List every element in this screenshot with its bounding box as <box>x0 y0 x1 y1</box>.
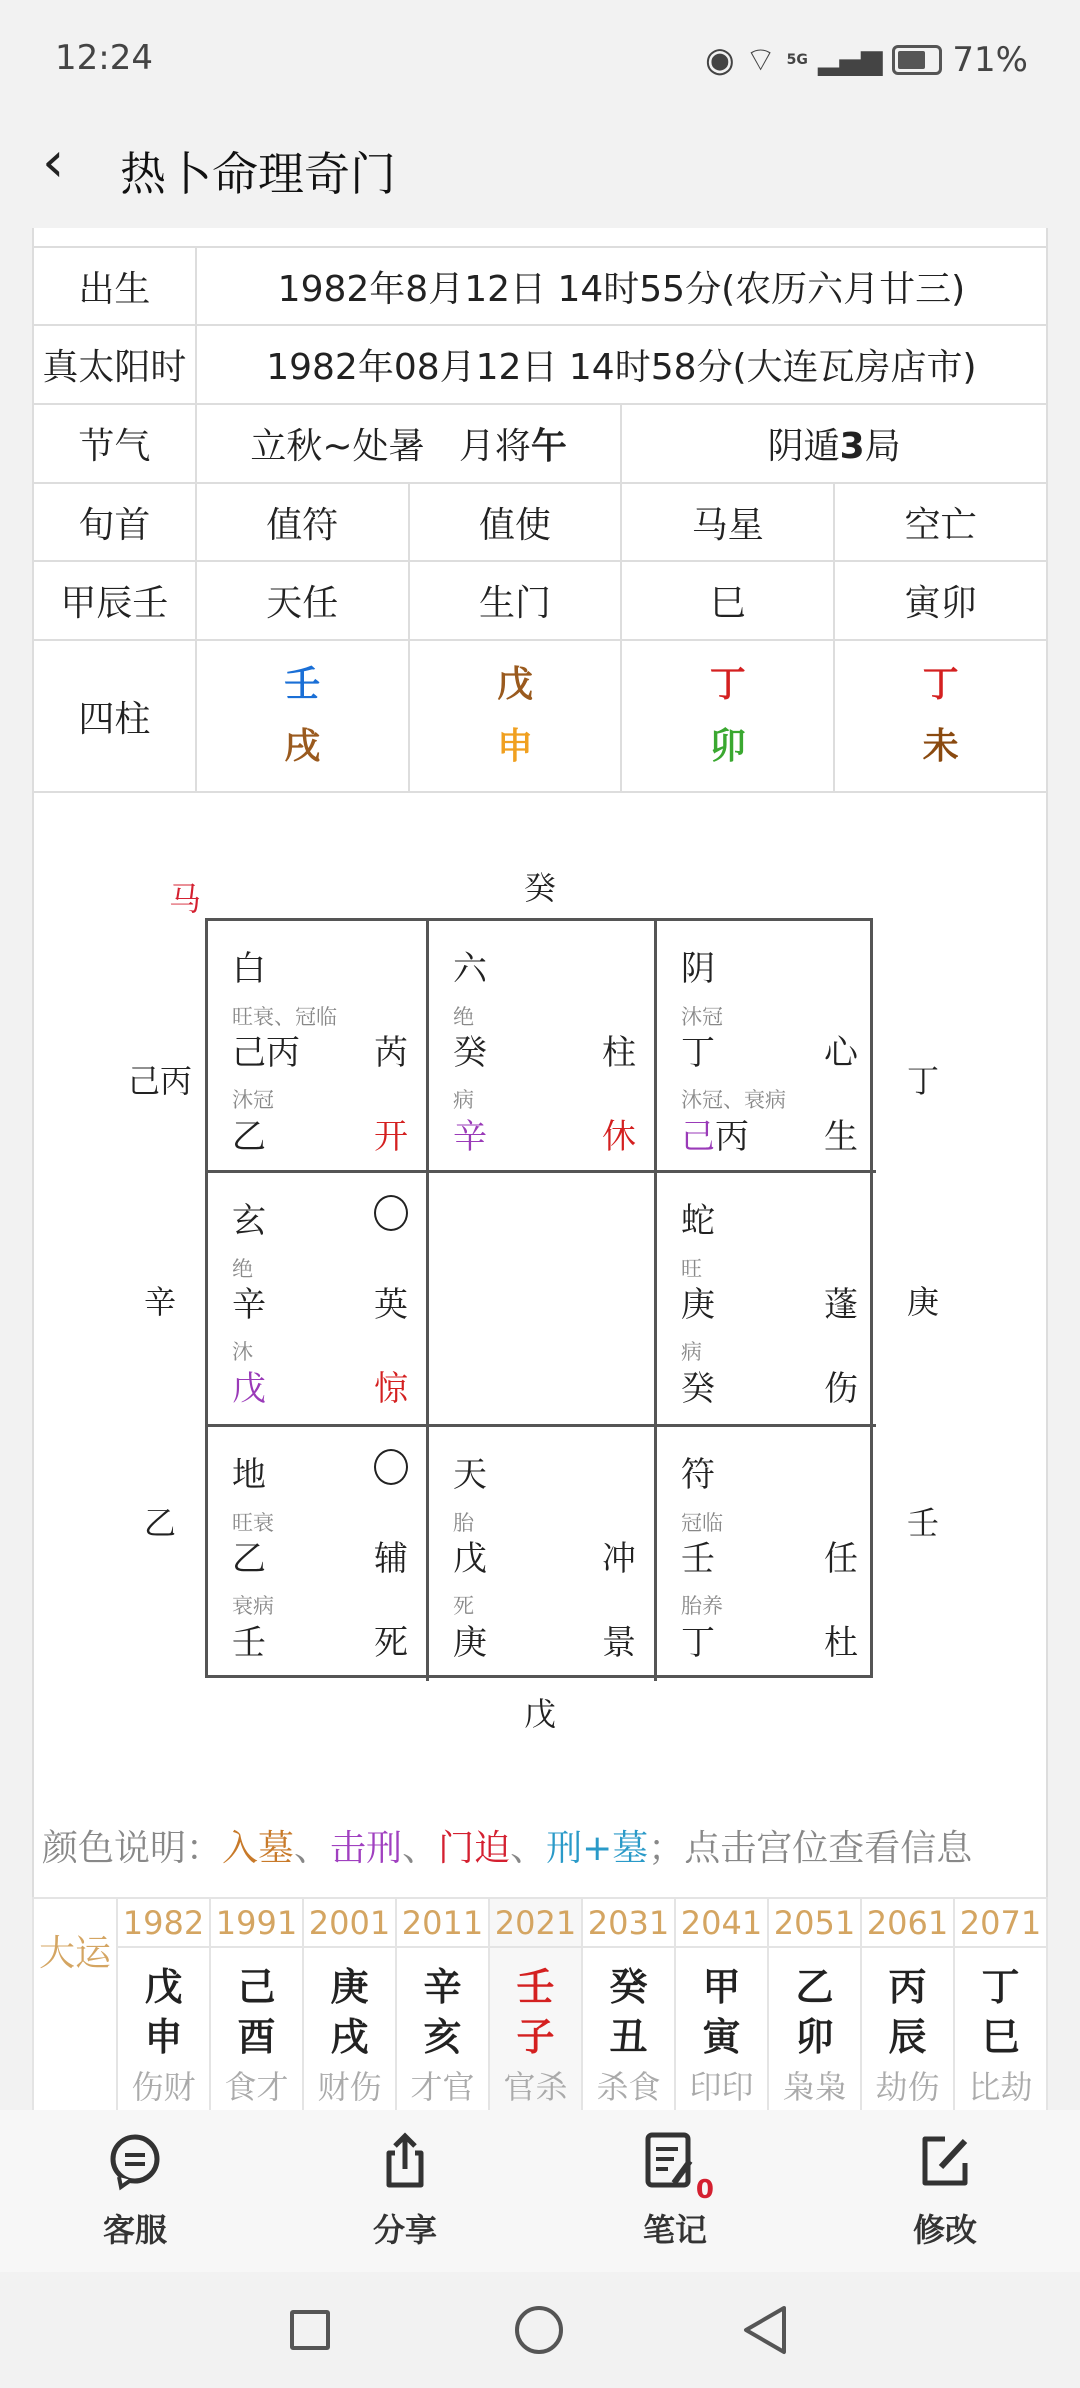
deity: 地 <box>232 1455 266 1495</box>
dayun-branch: 巳 <box>981 2015 1020 2059</box>
head-value: 寅卯 <box>834 561 1047 640</box>
empty-circle-icon <box>374 1449 408 1485</box>
dayun-shishen: 印印 <box>689 2068 754 2106</box>
dayun-stem: 甲 <box>702 1965 741 2009</box>
heaven-stem: 癸 <box>453 1033 487 1073</box>
dayun-column[interactable] <box>396 1947 489 2113</box>
dayun-column[interactable] <box>210 1947 303 2113</box>
signal-icon: ▂▄▆ <box>817 43 883 76</box>
outer-stem-left-1: 辛 <box>143 1283 177 1321</box>
solar-time-label: 真太阳时 <box>33 325 196 404</box>
dayun-shishen: 杀食 <box>596 2068 661 2106</box>
star: 柱 <box>602 1033 636 1073</box>
dayun-stem: 丁 <box>981 1965 1020 2009</box>
legend-prefix: 颜色说明： <box>42 1828 223 1869</box>
ju-value: 阴遁3局 <box>621 404 1047 483</box>
outer-stem-right-1: 庚 <box>906 1283 940 1321</box>
head-label: 旬首 <box>33 483 196 561</box>
dayun-branch: 申 <box>144 2015 183 2059</box>
dayun-year[interactable]: 2001 <box>303 1898 396 1947</box>
head-label: 马星 <box>621 483 834 561</box>
heaven-stem-state: 旺 <box>681 1257 702 1281</box>
dayun-column[interactable] <box>768 1947 861 2113</box>
door: 惊 <box>374 1369 408 1409</box>
heaven-stem: 辛 <box>232 1285 266 1325</box>
birth-label: 出生 <box>33 247 196 325</box>
dayun-shishen: 伤财 <box>131 2068 196 2106</box>
outer-stem-right-0: 丁 <box>906 1062 940 1100</box>
star: 心 <box>824 1033 858 1073</box>
palace[interactable] <box>208 921 429 1173</box>
clock: 12:24 <box>55 38 153 78</box>
network-type: 5G <box>786 51 808 68</box>
dayun-branch: 辰 <box>888 2015 927 2059</box>
outer-stem-right-2: 壬 <box>906 1504 940 1542</box>
dayun-stem: 乙 <box>795 1965 834 2009</box>
star: 冲 <box>602 1539 636 1579</box>
dayun-column[interactable] <box>303 1947 396 2113</box>
pillar-stem: 丁 <box>709 664 746 705</box>
outer-stem-top: 癸 <box>523 869 557 907</box>
dayun-branch: 亥 <box>423 2015 462 2059</box>
dayun-year[interactable]: 2061 <box>861 1898 954 1947</box>
dayun-year[interactable]: 2041 <box>675 1898 768 1947</box>
earth-stem: 壬 <box>232 1623 266 1663</box>
color-legend: 颜色说明：入墓、击刑、门迫、刑+墓；点击宫位查看信息 <box>42 1828 973 1869</box>
dayun-shishen: 劫伤 <box>875 2068 940 2106</box>
heaven-stem: 乙 <box>232 1539 266 1579</box>
door: 伤 <box>824 1369 858 1409</box>
wifi-icon: ⌔ <box>744 40 777 80</box>
pillar <box>621 640 834 792</box>
notes-badge: 0 <box>695 2175 714 2205</box>
pillar <box>834 640 1047 792</box>
earth-stem-state: 死 <box>453 1594 474 1618</box>
recent-apps-icon[interactable] <box>290 2310 330 2350</box>
info-table <box>32 246 1048 793</box>
pillar-branch: 申 <box>497 726 534 767</box>
empty-circle-icon <box>374 1195 408 1231</box>
dayun-label: 大运 <box>33 1898 117 2113</box>
dayun-branch: 子 <box>516 2015 555 2059</box>
dayun-shishen: 枭枭 <box>782 2068 847 2106</box>
heaven-stem: 壬 <box>681 1539 715 1579</box>
star: 辅 <box>374 1539 408 1579</box>
dayun-column[interactable] <box>954 1947 1047 2113</box>
battery-icon <box>892 45 942 75</box>
dayun-stem: 戊 <box>144 1965 183 2009</box>
door: 开 <box>374 1117 408 1157</box>
star: 芮 <box>374 1033 408 1073</box>
palace[interactable] <box>429 1427 657 1681</box>
palace-center[interactable] <box>429 1173 657 1427</box>
head-label: 空亡 <box>834 483 1047 561</box>
dayun-column[interactable] <box>489 1947 582 2113</box>
door: 休 <box>602 1117 636 1157</box>
deity: 白 <box>232 949 266 989</box>
toolbar-button-0[interactable] <box>0 2110 270 2272</box>
pillars-label: 四柱 <box>33 640 196 792</box>
pillar-stem: 丁 <box>922 664 959 705</box>
solar-time-value: 1982年08月12日 14时58分(大连瓦房店市) <box>196 325 1047 404</box>
toolbar-label: 笔记 <box>642 2211 707 2249</box>
heaven-stem-state: 旺衰、冠临 <box>232 1005 337 1029</box>
pillar-stem: 壬 <box>284 664 321 705</box>
earth-stem-state: 病 <box>681 1340 702 1364</box>
head-label: 值符 <box>196 483 409 561</box>
heaven-stem-state: 冠临 <box>681 1511 723 1535</box>
earth-stem-state: 沐 <box>232 1340 253 1364</box>
toolbar-button-2[interactable] <box>540 2110 810 2272</box>
earth-stem-state: 病 <box>453 1088 474 1112</box>
edit-icon <box>915 2131 975 2195</box>
page-title: 热卜命理奇门 <box>120 147 396 201</box>
bottom-toolbar <box>0 2110 1080 2272</box>
earth-stem: 乙 <box>232 1117 266 1157</box>
dayun-year[interactable]: 2071 <box>954 1898 1047 1947</box>
jieqi-value: 立秋~处暑 月将午 <box>196 404 622 483</box>
jieqi-label: 节气 <box>33 404 196 483</box>
outer-stem-bottom: 戊 <box>523 1695 557 1733</box>
dayun-shishen: 才官 <box>410 2068 475 2106</box>
dayun-shishen: 食才 <box>224 2068 289 2106</box>
pillar-branch: 卯 <box>709 726 746 767</box>
status-bar <box>0 0 1080 110</box>
palace[interactable] <box>429 921 657 1173</box>
heaven-stem-state: 绝 <box>453 1005 474 1029</box>
earth-stem: 癸 <box>681 1369 715 1409</box>
heaven-stem-state: 胎 <box>453 1511 474 1535</box>
back-triangle-icon[interactable] <box>740 2304 790 2356</box>
outer-stem-left-2: 乙 <box>143 1504 177 1542</box>
dayun-column[interactable] <box>861 1947 954 2113</box>
dayun-shishen: 财伤 <box>317 2068 382 2106</box>
earth-stem: 戊 <box>232 1369 266 1409</box>
heaven-stem: 戊 <box>453 1539 487 1579</box>
dayun-branch: 酉 <box>237 2015 276 2059</box>
head-value: 巳 <box>621 561 834 640</box>
chat-icon <box>105 2131 165 2195</box>
dayun-stem: 己 <box>237 1965 276 2009</box>
head-value: 甲辰壬 <box>33 561 196 640</box>
deity: 六 <box>453 949 487 989</box>
pillar-branch: 未 <box>922 726 959 767</box>
pillar-branch: 戌 <box>284 726 321 767</box>
deity: 符 <box>681 1455 715 1495</box>
dayun-stem: 丙 <box>888 1965 927 2009</box>
heaven-stem-state: 旺衰 <box>232 1511 274 1535</box>
palace[interactable] <box>208 1173 429 1427</box>
earth-stem-state: 沐冠、衰病 <box>681 1088 786 1112</box>
earth-stem-state: 衰病 <box>232 1594 274 1618</box>
dayun-year[interactable]: 2051 <box>768 1898 861 1947</box>
dayun-branch: 寅 <box>702 2015 741 2059</box>
toolbar-label: 分享 <box>372 2211 437 2249</box>
dayun-column[interactable] <box>582 1947 675 2113</box>
legend-item: 击刑 <box>330 1828 403 1869</box>
earth-stem: 庚 <box>453 1623 487 1663</box>
dayun-shishen: 比劫 <box>968 2068 1033 2106</box>
dayun-column[interactable] <box>117 1947 210 2113</box>
pillar <box>196 640 409 792</box>
head-label: 值使 <box>409 483 622 561</box>
dayun-branch: 丑 <box>609 2015 648 2059</box>
home-icon[interactable] <box>515 2306 563 2354</box>
pillar <box>409 640 622 792</box>
dayun-table <box>32 1897 1048 2114</box>
dayun-year[interactable]: 1991 <box>210 1898 303 1947</box>
door: 景 <box>602 1623 636 1663</box>
earth-stem-state: 沐冠 <box>232 1088 274 1112</box>
deity: 天 <box>453 1455 487 1495</box>
outer-stem-left-0: 己丙 <box>127 1062 193 1100</box>
dayun-stem: 壬 <box>516 1965 555 2009</box>
head-value: 生门 <box>409 561 622 640</box>
qimen-grid <box>205 918 873 1678</box>
toolbar-label: 客服 <box>102 2211 167 2249</box>
heaven-stem: 己丙 <box>232 1033 300 1073</box>
notes-icon <box>640 2131 714 2205</box>
legend-hint: ；点击宫位查看信息 <box>648 1828 973 1869</box>
door: 死 <box>374 1623 408 1663</box>
deity: 蛇 <box>681 1201 715 1241</box>
earth-stem-state: 胎养 <box>681 1594 723 1618</box>
legend-item: 入墓 <box>222 1828 295 1869</box>
star: 任 <box>824 1539 858 1579</box>
dayun-stem: 庚 <box>330 1965 369 2009</box>
heaven-stem: 丁 <box>681 1033 715 1073</box>
palace[interactable] <box>208 1427 429 1681</box>
door: 杜 <box>824 1623 858 1663</box>
earth-stem: 丁 <box>681 1623 715 1663</box>
dayun-year[interactable]: 2021 <box>489 1898 582 1947</box>
earth-stem: 辛 <box>453 1117 487 1157</box>
battery-level: 71% <box>952 39 1028 80</box>
dayun-branch: 卯 <box>795 2015 834 2059</box>
toolbar-label: 修改 <box>912 2211 977 2249</box>
deity: 阴 <box>681 949 715 989</box>
legend-item: 门迫 <box>438 1828 511 1869</box>
dayun-stem: 癸 <box>609 1965 648 2009</box>
birth-value: 1982年8月12日 14时55分(农历六月廿三) <box>196 247 1047 325</box>
dayun-year[interactable]: 2011 <box>396 1898 489 1947</box>
system-nav-bar <box>0 2272 1080 2388</box>
star: 蓬 <box>824 1285 858 1325</box>
dayun-year[interactable]: 1982 <box>117 1898 210 1947</box>
palace[interactable] <box>657 1173 876 1427</box>
heaven-stem-state: 沐冠 <box>681 1005 723 1029</box>
deity: 玄 <box>232 1201 266 1241</box>
toolbar-button-3[interactable] <box>810 2110 1080 2272</box>
eye-icon: ◉ <box>704 39 735 80</box>
heaven-stem-state: 绝 <box>232 1257 253 1281</box>
dayun-year[interactable]: 2031 <box>582 1898 675 1947</box>
pillar-stem: 戊 <box>497 664 534 705</box>
dayun-shishen: 官杀 <box>503 2068 568 2106</box>
toolbar-button-1[interactable] <box>270 2110 540 2272</box>
outer-stem-horse: 马 <box>168 880 202 918</box>
legend-item: 刑+墓 <box>546 1828 649 1869</box>
share-icon <box>375 2131 435 2195</box>
heaven-stem: 庚 <box>681 1285 715 1325</box>
earth-stem: 己丙 <box>681 1117 749 1157</box>
dayun-branch: 戌 <box>330 2015 369 2059</box>
palace[interactable] <box>657 921 876 1173</box>
back-chevron-icon[interactable]: ‹ <box>42 130 65 195</box>
star: 英 <box>374 1285 408 1325</box>
head-value: 天任 <box>196 561 409 640</box>
door: 生 <box>824 1117 858 1157</box>
dayun-column[interactable] <box>675 1947 768 2113</box>
palace[interactable] <box>657 1427 876 1681</box>
dayun-stem: 辛 <box>423 1965 462 2009</box>
